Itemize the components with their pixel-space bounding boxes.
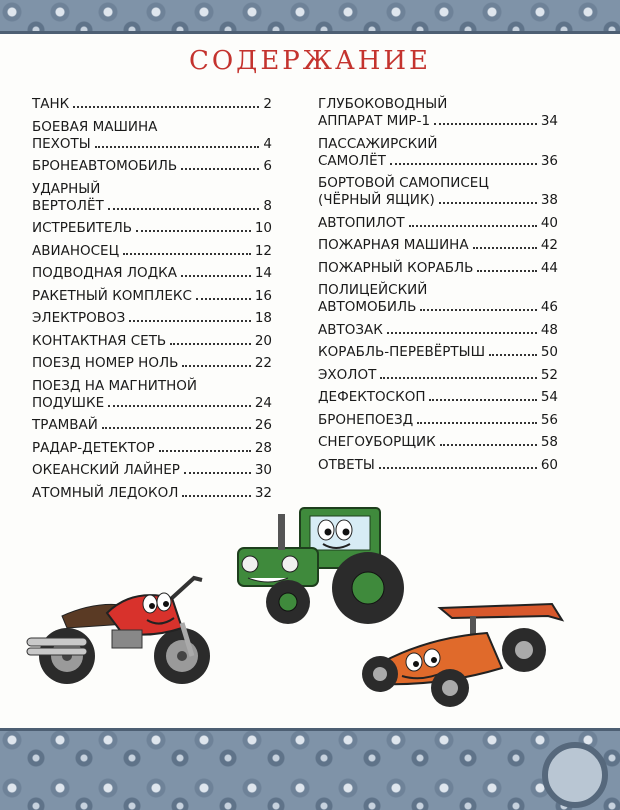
dot-leader: [440, 444, 537, 446]
toc-entry-line: [318, 175, 558, 192]
toc-entry-line: [32, 462, 272, 479]
dot-leader: [159, 450, 251, 452]
toc-entry-title: ПЕХОТЫ: [32, 135, 91, 152]
toc-entry: [32, 485, 272, 502]
dot-leader: [182, 495, 250, 497]
toc-page-number: 26: [254, 417, 272, 433]
toc-entry-line: [318, 215, 558, 232]
toc-entry-line: [318, 344, 558, 361]
toc-page-number: 10: [254, 220, 272, 236]
toc-page-number: 28: [254, 439, 272, 456]
toc-entry-line: [32, 119, 272, 136]
toc-entry-title: ОТВЕТЫ: [318, 456, 375, 473]
toc-page-number: 18: [254, 310, 272, 326]
toc-entry-title: ЭЛЕКТРОВОЗ: [32, 310, 126, 326]
toc-entry: [318, 434, 558, 451]
toc-entry: [318, 260, 558, 277]
toc-entry-line: [32, 288, 272, 305]
toc-column-left: [32, 96, 272, 507]
toc-entry: [318, 282, 558, 316]
toc-entry-line: [32, 265, 272, 282]
toc-entry-line: [32, 485, 272, 502]
dot-leader: [434, 123, 537, 125]
toc-entry-line: [318, 322, 558, 339]
toc-entry: [318, 237, 558, 254]
dot-leader: [417, 422, 537, 424]
toc-entry-title: БРОНЕАВТОМОБИЛЬ: [32, 158, 178, 174]
toc-entry-title: КОРАБЛЬ-ПЕРЕВЁРТЫШ: [318, 344, 486, 360]
toc-page-number: 52: [540, 366, 558, 383]
toc-page-number: 60: [540, 456, 558, 473]
toc-entry-line: [32, 220, 272, 237]
dot-leader: [489, 354, 537, 356]
toc-page-number: 34: [540, 113, 558, 129]
toc-entry-title: ИСТРЕБИТЕЛЬ: [32, 220, 132, 236]
toc-page-number: 48: [540, 321, 558, 338]
toc-entry: [318, 215, 558, 232]
toc-entry-line: [318, 237, 558, 254]
toc-entry-title: ПОДВОДНАЯ ЛОДКА: [32, 265, 177, 281]
toc-entry: [32, 288, 272, 305]
toc-entry-title: БОРТОВОЙ САМОПИСЕЦ: [318, 175, 489, 191]
toc-entry-title: ПОЕЗД НОМЕР НОЛЬ: [32, 355, 179, 371]
toc-entry: [32, 355, 272, 372]
toc-entry-title: (ЧЁРНЫЙ ЯЩИК): [318, 192, 435, 208]
toc-page-number: 56: [540, 411, 558, 428]
toc-entry-title: СНЕГОУБОРЩИК: [318, 434, 436, 450]
toc-entry-line: [32, 158, 272, 175]
toc-entry-line: [318, 389, 558, 406]
dot-leader: [473, 247, 537, 249]
toc-entry-line: [318, 96, 558, 113]
toc-entry-title: ПОЖАРНАЯ МАШИНА: [318, 237, 469, 253]
dot-leader: [182, 365, 250, 367]
toc-entry-title: УДАРНЫЙ: [32, 180, 101, 197]
toc-entry-line: [318, 192, 558, 209]
dot-leader: [170, 343, 251, 345]
toc-entry-line: [318, 136, 558, 153]
toc-entry: [318, 322, 558, 339]
toc-entry-line: [32, 378, 272, 395]
dot-leader: [196, 298, 251, 300]
toc-entry: [318, 344, 558, 361]
toc-entry: [32, 378, 272, 412]
toc-entry: [318, 389, 558, 406]
toc-entry: [32, 119, 272, 153]
toc-page-number: 58: [540, 434, 558, 450]
dot-leader: [184, 472, 251, 474]
toc-entry-title: АВТОПИЛОТ: [318, 214, 405, 231]
toc-entry: [318, 96, 558, 130]
toc-entry-line: [32, 355, 272, 372]
dot-leader: [409, 225, 537, 227]
toc-entry-title: АППАРАТ МИР-1: [318, 113, 431, 129]
toc-page-number: 40: [540, 214, 558, 231]
dot-leader: [380, 377, 536, 379]
toc-page-number: 50: [540, 344, 558, 360]
toc-entry: [32, 265, 272, 282]
toc-page-number: 6: [263, 158, 272, 174]
toc-entry-title: ПАССАЖИРСКИЙ: [318, 135, 438, 152]
toc-page-number: 38: [540, 192, 558, 208]
toc-entry: [32, 440, 272, 457]
toc-page-number: 4: [263, 135, 272, 152]
dot-leader: [108, 405, 251, 407]
toc-entry-title: ПОЛИЦЕЙСКИЙ: [318, 282, 428, 298]
dot-leader: [387, 332, 537, 334]
toc-entry-line: [32, 96, 272, 113]
toc-entry: [32, 158, 272, 175]
toc-entry-title: БОЕВАЯ МАШИНА: [32, 118, 158, 135]
toc-entry: [32, 462, 272, 479]
toc-page-number: 46: [540, 299, 558, 315]
dot-leader: [379, 467, 537, 469]
toc-entry-title: БРОНЕПОЕЗД: [318, 411, 414, 428]
toc-column-right: [318, 96, 558, 479]
dot-leader: [129, 320, 251, 322]
toc-entry: [318, 175, 558, 209]
toc-entry: [318, 136, 558, 170]
toc-entry: [32, 220, 272, 237]
toc-entry-line: [32, 136, 272, 153]
toc-entry-title: САМОЛЁТ: [318, 152, 386, 169]
toc-entry-title: ДЕФЕКТОСКОП: [318, 389, 426, 405]
toc-entry-title: ГЛУБОКОВОДНЫЙ: [318, 96, 448, 112]
toc-entry: [318, 457, 558, 474]
toc-page-number: 8: [263, 197, 272, 214]
toc-page-number: 12: [254, 242, 272, 259]
toc-page-number: 2: [263, 96, 272, 112]
toc-entry: [32, 310, 272, 327]
toc-entry-title: ПОЖАРНЫЙ КОРАБЛЬ: [318, 259, 474, 276]
dot-leader: [73, 106, 259, 108]
motorcycle-illustration: [22, 568, 222, 688]
toc-entry: [32, 181, 272, 215]
toc-entry-line: [318, 412, 558, 429]
toc-entry-title: ВЕРТОЛЁТ: [32, 197, 104, 214]
dot-leader: [477, 270, 536, 272]
toc-page-number: 30: [254, 462, 272, 478]
dot-leader: [420, 309, 536, 311]
dot-leader: [102, 427, 251, 429]
toc-entry-line: [32, 417, 272, 434]
toc-entry-line: [32, 333, 272, 350]
toc-entry-title: ТАНК: [32, 96, 70, 112]
toc-page-number: 44: [540, 259, 558, 276]
decorative-gear-border-top: [0, 0, 620, 34]
toc-entry-title: РАКЕТНЫЙ КОМПЛЕКС: [32, 287, 192, 304]
toc-page-number: 24: [254, 394, 272, 411]
toc-page-number: 32: [254, 484, 272, 501]
toc-entry-title: АВИАНОСЕЦ: [32, 242, 120, 259]
dot-leader: [439, 202, 537, 204]
toc-entry-line: [32, 181, 272, 198]
toc-entry-line: [318, 457, 558, 474]
toc-entry-line: [318, 367, 558, 384]
gear-icon: [542, 742, 608, 808]
toc-entry-line: [318, 299, 558, 316]
dot-leader: [136, 230, 251, 232]
toc-entry: [32, 243, 272, 260]
toc-entry: [32, 96, 272, 113]
toc-entry: [32, 333, 272, 350]
toc-page-number: 20: [254, 332, 272, 349]
toc-entry-line: [318, 113, 558, 130]
toc-entry-line: [318, 260, 558, 277]
toc-entry-line: [32, 243, 272, 260]
toc-entry-title: РАДАР-ДЕТЕКТОР: [32, 439, 155, 456]
toc-entry: [318, 367, 558, 384]
toc-page-number: 54: [540, 389, 558, 405]
toc-entry-title: ТРАМВАЙ: [32, 417, 98, 433]
toc-entry-line: [32, 440, 272, 457]
dot-leader: [429, 399, 536, 401]
toc-page-number: 36: [540, 152, 558, 169]
toc-entry-title: АВТОЗАК: [318, 321, 383, 338]
dot-leader: [95, 146, 260, 148]
toc-entry-title: ПОЕЗД НА МАГНИТНОЙ: [32, 377, 197, 394]
toc-page-number: 14: [254, 265, 272, 281]
toc-entry-title: ПОДУШКЕ: [32, 394, 105, 411]
toc-entry: [318, 412, 558, 429]
toc-entry-line: [32, 198, 272, 215]
toc-entry: [32, 417, 272, 434]
toc-page-number: 42: [540, 237, 558, 253]
toc-entry-line: [32, 395, 272, 412]
race-car-illustration: [352, 598, 566, 710]
dot-leader: [390, 163, 537, 165]
toc-entry-title: КОНТАКТНАЯ СЕТЬ: [32, 332, 167, 349]
dot-leader: [181, 168, 259, 170]
toc-page-number: 22: [254, 355, 272, 371]
toc-entry-title: ОКЕАНСКИЙ ЛАЙНЕР: [32, 462, 180, 478]
page-title: СОДЕРЖАНИЕ: [188, 46, 432, 76]
toc-page-number: 16: [254, 287, 272, 304]
dot-leader: [181, 275, 251, 277]
toc-entry-title: ЭХОЛОТ: [318, 366, 377, 383]
toc-entry-line: [32, 310, 272, 327]
toc-entry-line: [318, 153, 558, 170]
toc-entry-title: АВТОМОБИЛЬ: [318, 299, 417, 315]
toc-entry-title: АТОМНЫЙ ЛЕДОКОЛ: [32, 484, 179, 501]
toc-entry-line: [318, 282, 558, 299]
dot-leader: [123, 253, 251, 255]
toc-entry-line: [318, 434, 558, 451]
decorative-gear-border-bottom: [0, 728, 620, 810]
dot-leader: [108, 208, 260, 210]
